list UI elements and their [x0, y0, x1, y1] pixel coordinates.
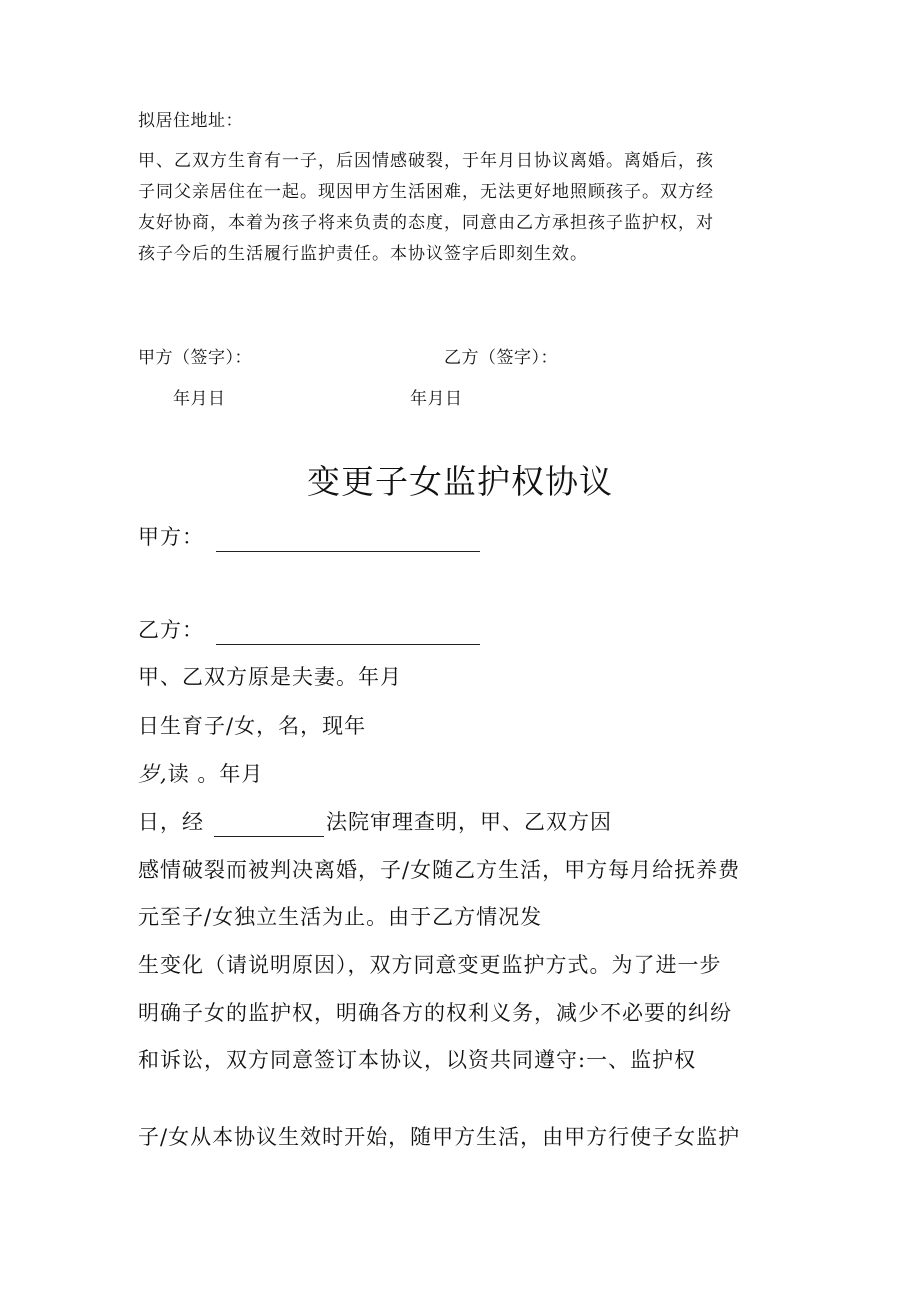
body-line-3-italic: 岁,: [138, 762, 168, 786]
party-a-blank: [216, 531, 480, 552]
party-b-line: [138, 614, 480, 645]
address-label: 拟居住地址：: [138, 111, 243, 131]
intro-line-2: 子同父亲居住在一起。现因甲方生活困难，无法更好地照顾孩子。双方经: [138, 182, 714, 202]
intro-line-3: 友好协商，本着为孩子将来负责的态度，同意由乙方承担孩子监护权，对: [138, 213, 714, 233]
body-line-5: 感情破裂而被判决离婚，子/女随乙方生活，甲方每月给抚养费: [138, 858, 741, 882]
body-line-1: 甲、乙双方原是夫妻。年月: [138, 665, 402, 689]
agreement-title: 变更子女监护权协议: [307, 462, 613, 501]
body-line-8: 明确子女的监护权，明确各方的权利义务，减少不必要的纠纷: [138, 1001, 732, 1025]
body-line-6: 元至子/女独立生活为止。由于乙方情况发: [138, 905, 543, 929]
party-b-label: 乙方：: [138, 618, 204, 642]
body-line-3: [138, 758, 263, 788]
party-a-line: [138, 521, 480, 552]
body-line-7: 生变化（请说明原因），双方同意变更监护方式。为了进一步: [138, 953, 722, 977]
body-line-9: 和诉讼，双方同意签订本协议，以资共同遵守:一、监护权: [138, 1048, 697, 1072]
party-a-date: 年月日: [173, 389, 226, 409]
intro-line-1: 甲、乙双方生育有一子，后因情感破裂，于年月日协议离婚。离婚后，孩: [138, 151, 714, 171]
body-line-4-end: 法院审理查明，甲、乙双方因: [326, 810, 612, 834]
body-line-10: 子/女从本协议生效时开始，随甲方生活，由甲方行使子女监护: [138, 1125, 741, 1149]
intro-line-4: 孩子今后的生活履行监护责任。本协议签字后即刻生效。: [138, 244, 588, 264]
party-b-signature-label: 乙方（签字）：: [444, 348, 558, 368]
body-line-4-start: 日，经: [138, 810, 204, 834]
body-line-3-rest: 读 。年月: [167, 762, 264, 786]
party-a-signature-label: 甲方（签字）：: [138, 348, 252, 368]
party-b-blank: [216, 624, 480, 645]
party-b-date: 年月日: [410, 389, 463, 409]
body-line-2: 日生育子/女，名，现年: [138, 714, 367, 738]
court-name-blank: [214, 816, 324, 837]
intro-paragraph: [138, 146, 788, 270]
party-a-label: 甲方：: [138, 525, 204, 549]
body-line-4: [138, 806, 612, 837]
